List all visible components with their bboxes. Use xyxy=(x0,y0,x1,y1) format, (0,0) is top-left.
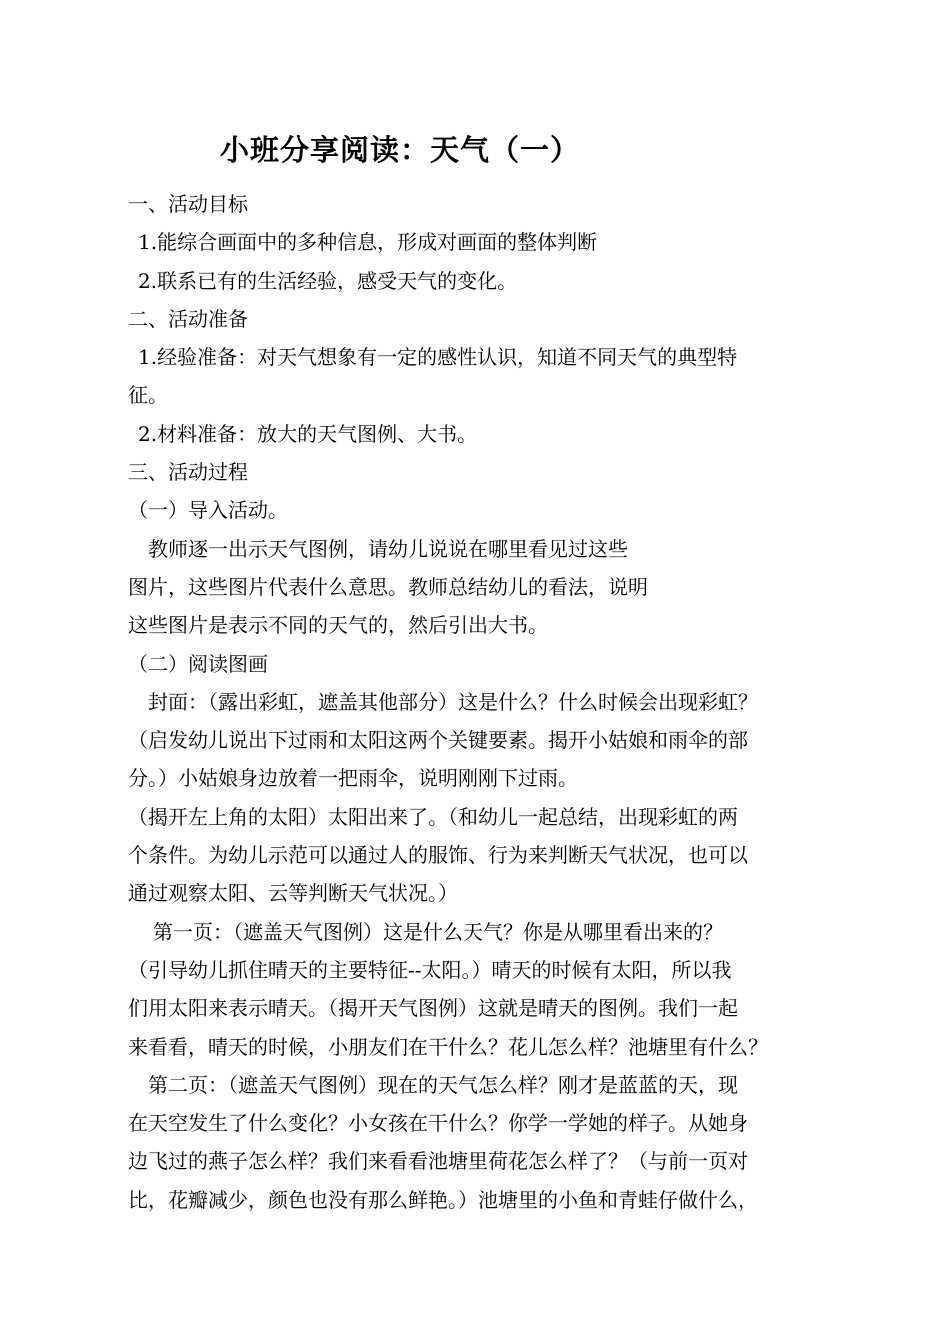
preparation-item-1: 1.经验准备：对天气想象有一定的感性认识，知道不同天气的典型特 xyxy=(138,345,738,370)
subsection-heading-reading: （二）阅读图画 xyxy=(128,651,268,676)
paragraph-line: 个条件。为幼儿示范可以通过人的服饰、行为来判断天气状况，也可以 xyxy=(128,843,748,868)
goal-item-1: 1.能综合画面中的多种信息，形成对画面的整体判断 xyxy=(138,230,598,255)
section-heading-process: 三、活动过程 xyxy=(128,460,248,485)
paragraph-line: 分。）小姑娘身边放着一把雨伞，说明刚刚下过雨。 xyxy=(128,766,578,791)
paragraph-line: 这些图片是表示不同的天气的，然后引出大书。 xyxy=(128,613,548,638)
preparation-item-2: 2.材料准备：放大的天气图例、大书。 xyxy=(138,421,478,446)
paragraph-line: 第一页：（遮盖天气图例）这是什么天气？你是从哪里看出来的？ xyxy=(153,919,723,944)
paragraph-line: （启发幼儿说出下过雨和太阳这两个关键要素。揭开小姑娘和雨伞的部 xyxy=(128,728,748,753)
paragraph-line: 来看看，晴天的时候，小朋友们在干什么？花儿怎么样？池塘里有什么？ xyxy=(128,1034,768,1059)
paragraph-line: 边飞过的燕子怎么样？我们来看看池塘里荷花怎么样了？（与前一页对 xyxy=(128,1149,748,1174)
paragraph-line: 教师逐一出示天气图例，请幼儿说说在哪里看见过这些 xyxy=(148,536,628,561)
preparation-item-1-cont: 征。 xyxy=(128,383,168,408)
paragraph-line: （引导幼儿抓住晴天的主要特征--太阳。）晴天的时候有太阳，所以我 xyxy=(128,957,732,982)
paragraph-line: 封面：（露出彩虹，遮盖其他部分）这是什么？什么时候会出现彩虹？ xyxy=(148,689,758,714)
document-body xyxy=(128,185,840,1219)
paragraph-line: 第二页：（遮盖天气图例）现在的天气怎么样？刚才是蓝蓝的天，现 xyxy=(148,1072,738,1097)
section-heading-goals: 一、活动目标 xyxy=(128,192,248,216)
paragraph-line: 们用太阳来表示晴天。（揭开天气图例）这就是晴天的图例。我们一起 xyxy=(128,996,738,1021)
paragraph-line: 通过观察太阳、云等判断天气状况。） xyxy=(128,881,458,906)
goal-item-2: 2.联系已有的生活经验，感受天气的变化。 xyxy=(138,268,518,293)
paragraph-line: 在天空发生了什么变化？小女孩在干什么？你学一学她的样子。从她身 xyxy=(128,1111,748,1136)
paragraph-line: 图片，这些图片代表什么意思。教师总结幼儿的看法，说明 xyxy=(128,574,648,599)
document-title: 小班分享阅读：天气（一） xyxy=(220,133,581,167)
section-heading-preparation: 二、活动准备 xyxy=(128,306,248,331)
paragraph-line: 比，花瓣减少，颜色也没有那么鲜艳。）池塘里的小鱼和青蛙仔做什么， xyxy=(128,1187,758,1212)
paragraph-line: （揭开左上角的太阳）太阳出来了。（和幼儿一起总结，出现彩虹的两 xyxy=(128,804,738,829)
subsection-heading-intro: （一）导入活动。 xyxy=(128,498,288,523)
